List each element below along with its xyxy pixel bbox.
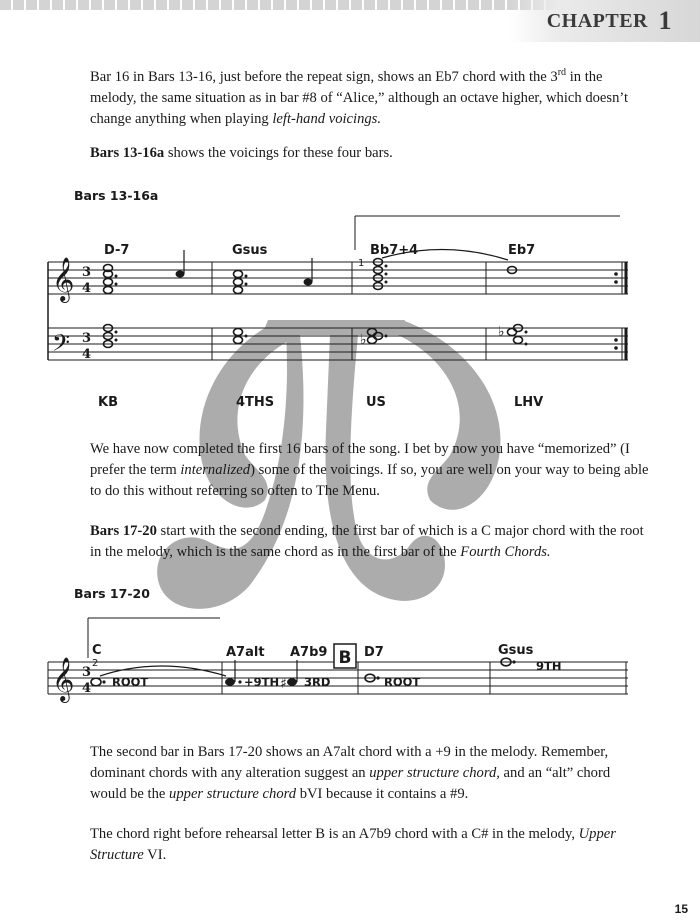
- para3-text-a: We have now completed the first 16 bars of the song. I bet by now you have “memorized” (I prefer the term: [90, 441, 630, 478]
- paragraph-6: [90, 824, 650, 866]
- paragraph-3: [90, 439, 650, 502]
- chord-gsus-2: Gsus: [498, 643, 534, 658]
- chord-d7: D7: [364, 645, 384, 660]
- chord-gsus: Gsus: [232, 243, 268, 258]
- chord-c: C: [92, 643, 102, 658]
- para5-text-a: The second bar in Bars 17-20 shows an A7alt chord with a +9 in the melody. Remember, dominant chords with any alteration suggest an: [90, 744, 609, 781]
- svg-text:♯: ♯: [280, 676, 287, 692]
- para5-italic-2: upper structure chord: [169, 786, 297, 802]
- para2-bold: Bars 13-16a: [90, 145, 165, 161]
- para6-italic: Upper Structure: [90, 826, 616, 863]
- chord-bb7-4: Bb7+4: [370, 243, 419, 258]
- chord-eb7: Eb7: [508, 243, 536, 258]
- para2-text: shows the voicings for these four bars.: [164, 145, 393, 161]
- para4-italic: Fourth Chords.: [460, 544, 551, 560]
- treble-clef-icon-2: 𝄞: [52, 657, 75, 701]
- para1-sup: rd: [557, 67, 567, 78]
- example1-title: Bars 13-16a: [74, 188, 159, 203]
- melody-label-plus9th: +9TH: [244, 675, 280, 689]
- para1-text-a: Bar 16 in Bars 13-16, just before the repeat sign, shows an Eb7 chord with the 3: [90, 68, 558, 85]
- rehearsal-letter: B: [338, 648, 352, 668]
- svg-text:4: 4: [82, 281, 92, 296]
- chord-d-7: D-7: [104, 243, 130, 258]
- para4-bold: Bars 17-20: [90, 523, 157, 539]
- voicing-label-kb: KB: [98, 395, 118, 410]
- voicing-label-us: US: [366, 395, 386, 410]
- ending-1-number: 1: [358, 258, 365, 269]
- melody-label-3rd: 3RD: [304, 675, 331, 689]
- paragraph-4: [90, 521, 650, 563]
- melody-label-root-2: ROOT: [384, 675, 421, 689]
- treble-clef-icon: 𝄞: [52, 257, 75, 301]
- paragraph-2: [90, 143, 650, 164]
- page-number: 15: [674, 902, 688, 916]
- svg-text:3: 3: [82, 665, 92, 680]
- paragraph-1: [90, 62, 650, 130]
- chord-a7b9: A7b9: [290, 645, 328, 660]
- para6-text-b: VI.: [143, 847, 167, 863]
- para5-text-c: bVI because it contains a #9.: [296, 786, 469, 802]
- para3-text-b: ) some of the voicings. If so, you are well on your way to being able to do this without referring so often to The Menu.: [90, 462, 649, 499]
- svg-text:♭: ♭: [498, 324, 505, 340]
- svg-text:3: 3: [82, 265, 92, 280]
- para5-text-b: and an “alt” chord would be the: [90, 765, 611, 802]
- ending-2-number: 2: [92, 658, 99, 669]
- svg-text:3: 3: [82, 331, 92, 346]
- para4-text-a: start with the second ending, the first bar of which is a C major chord with the root in the melody, which is the same chord as in the first bar of the: [90, 523, 644, 560]
- para5-italic-1: upper structure chord,: [369, 765, 500, 781]
- svg-text:4: 4: [82, 347, 92, 362]
- melody-label-9th: 9TH: [536, 659, 562, 673]
- chapter-word: CHAPTER: [546, 10, 648, 32]
- chapter-number: 1: [658, 6, 672, 35]
- paragraph-5: [90, 742, 650, 805]
- para3-italic: internalized: [180, 462, 251, 478]
- para1-italic: left-hand voicings.: [272, 110, 381, 127]
- svg-text:4: 4: [82, 681, 92, 696]
- example1-score: [0, 210, 700, 440]
- para1-text-b: in the melody, the same situation as in bar #8 of “Alice,” although an octave higher, which doesn’t change anything when playing: [90, 68, 629, 127]
- voicing-label-4ths: 4THS: [236, 395, 275, 410]
- example2-score: [0, 610, 700, 730]
- example2-title: Bars 17-20: [74, 586, 150, 601]
- melody-label-root-1: ROOT: [112, 675, 149, 689]
- chord-a7alt: A7alt: [226, 645, 265, 660]
- voicing-label-lhv: LHV: [514, 395, 544, 410]
- para6-text-a: The chord right before rehearsal letter B is an A7b9 chord with a C# in the melody,: [90, 826, 579, 842]
- bass-clef-icon: 𝄢: [52, 329, 71, 362]
- svg-text:♭: ♭: [360, 332, 367, 348]
